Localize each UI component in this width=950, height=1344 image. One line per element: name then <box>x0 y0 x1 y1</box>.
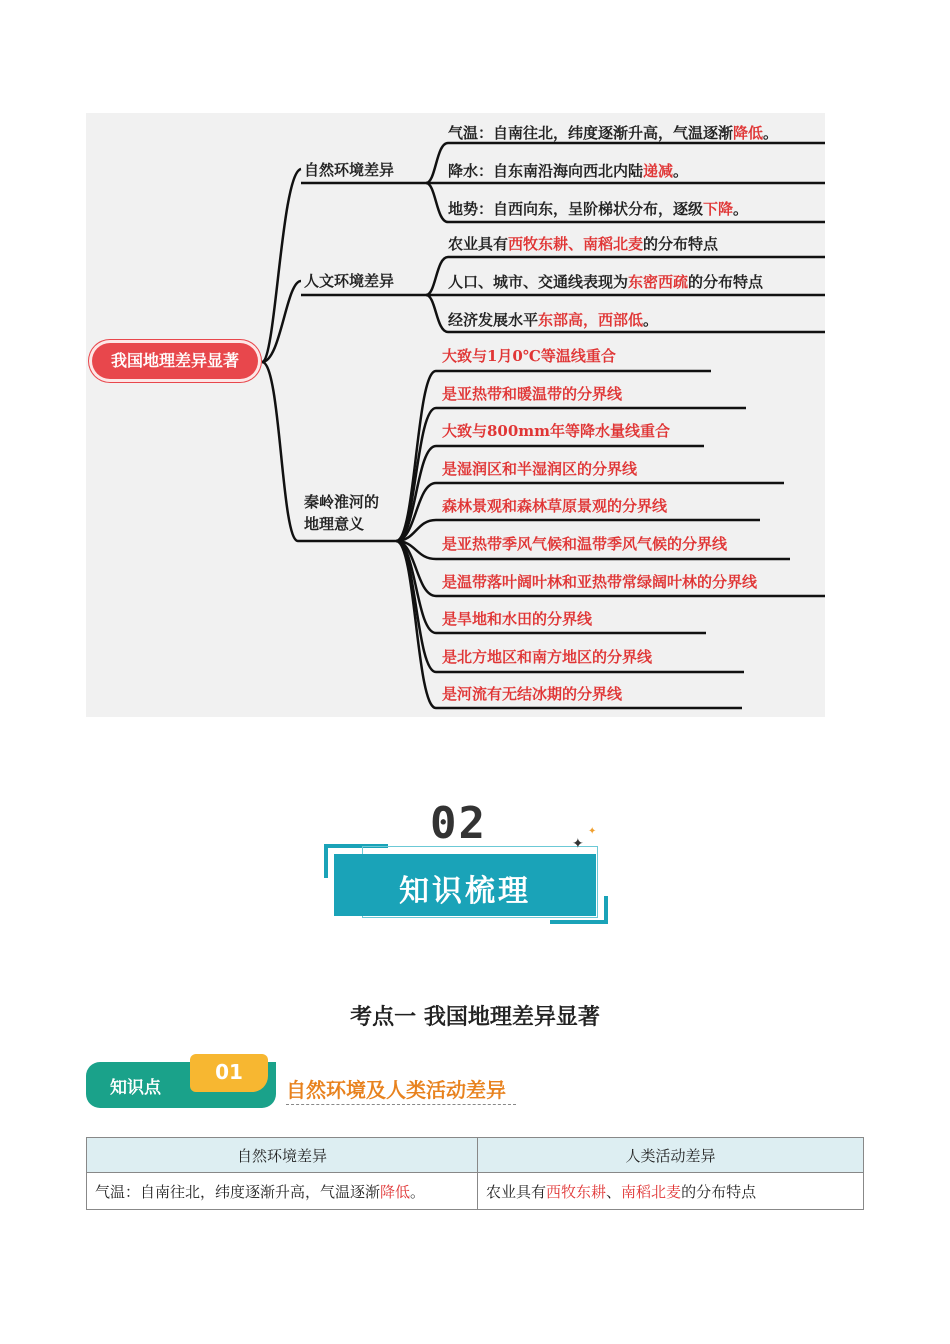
table-header: 自然环境差异 <box>87 1138 478 1173</box>
qinling-item: 大致与1月0℃等温线重合 <box>442 347 616 365</box>
qinling-item: 是亚热带和暖温带的分界线 <box>442 385 623 403</box>
knowledge-point-number: 01 <box>190 1054 268 1092</box>
item-text: 。 <box>673 162 689 180</box>
item-text: 的分布特点 <box>643 235 719 253</box>
branch-natural: 自然环境差异 <box>304 161 395 179</box>
item-text: 人口、城市、交通线表现为 <box>448 273 629 291</box>
qinling-item: 是温带落叶阔叶林和亚热带常绿阔叶林的分界线 <box>442 573 758 591</box>
natural-item <box>448 160 688 181</box>
sparkle-icon: ✦ <box>572 836 584 852</box>
cell-highlight: 南稻北麦 <box>621 1182 682 1201</box>
badge-label: 知识梳理 <box>399 874 531 909</box>
item-text: 降水：自东南沿海向西北内陆 <box>448 162 644 180</box>
item-text: 农业具有 <box>448 235 509 253</box>
table-row <box>87 1173 864 1210</box>
item-highlight: 西牧东耕、南稻北麦 <box>508 235 644 253</box>
item-highlight: 降低 <box>733 124 764 142</box>
table-cell <box>478 1173 864 1210</box>
qinling-item: 是河流有无结冰期的分界线 <box>442 685 623 703</box>
item-highlight: 下降 <box>703 200 734 218</box>
branch-qinling-line1: 秦岭淮河的 <box>304 493 380 511</box>
item-text: 。 <box>763 124 779 142</box>
qinling-item: 大致与800mm年等降水量线重合 <box>442 422 671 440</box>
item-text: 的分布特点 <box>688 273 764 291</box>
section-badge <box>322 798 612 928</box>
item-text: 气温：自南往北，纬度逐渐升高，气温逐渐 <box>448 124 734 142</box>
branch-qinling <box>304 491 379 535</box>
natural-item <box>448 122 778 143</box>
human-item <box>448 233 718 254</box>
cell-text: 气温：自南往北，纬度逐渐升高，气温逐渐 <box>95 1182 381 1201</box>
cell-text: 。 <box>410 1182 426 1201</box>
mindmap-root: 我国地理差异显著 <box>92 343 258 379</box>
comparison-table <box>86 1137 864 1210</box>
knowledge-point-tag <box>86 1062 276 1108</box>
badge-number: 02 <box>430 798 487 849</box>
qinling-item: 森林景观和森林草原景观的分界线 <box>442 497 668 515</box>
cell-text: 、 <box>606 1182 622 1201</box>
item-text: 。 <box>733 200 749 218</box>
table-header-row <box>87 1138 864 1173</box>
branch-human: 人文环境差异 <box>304 272 395 290</box>
table-cell <box>87 1173 478 1210</box>
qinling-item: 是北方地区和南方地区的分界线 <box>442 648 653 666</box>
knowledge-point-label: 知识点 <box>110 1078 161 1098</box>
human-item <box>448 271 763 292</box>
item-text: 经济发展水平 <box>448 311 539 329</box>
knowledge-point-title: 自然环境及人类活动差异 <box>286 1074 516 1105</box>
sparkle-icon: ✦ <box>588 826 597 837</box>
qinling-item: 是湿润区和半湿润区的分界线 <box>442 460 638 478</box>
cell-text: 农业具有 <box>486 1182 547 1201</box>
item-text: 。 <box>643 311 659 329</box>
item-highlight: 东密西疏 <box>628 273 689 291</box>
badge-frame-corner <box>550 896 608 924</box>
item-highlight: 东部高，西部低 <box>538 311 644 329</box>
cell-text: 的分布特点 <box>681 1182 757 1201</box>
cell-highlight: 西牧东耕 <box>546 1182 607 1201</box>
qinling-item: 是亚热带季风气候和温带季风气候的分界线 <box>442 535 728 553</box>
item-text: 地势：自西向东，呈阶梯状分布，逐级 <box>448 200 704 218</box>
item-highlight: 递减 <box>643 162 674 180</box>
cell-highlight: 降低 <box>380 1182 411 1201</box>
human-item <box>448 309 658 330</box>
table-header: 人类活动差异 <box>478 1138 864 1173</box>
qinling-item: 是旱地和水田的分界线 <box>442 610 593 628</box>
natural-item <box>448 198 748 219</box>
section-title: 考点一 我国地理差异显著 <box>350 1005 600 1030</box>
branch-qinling-line2: 地理意义 <box>304 515 365 533</box>
mindmap <box>86 113 825 717</box>
